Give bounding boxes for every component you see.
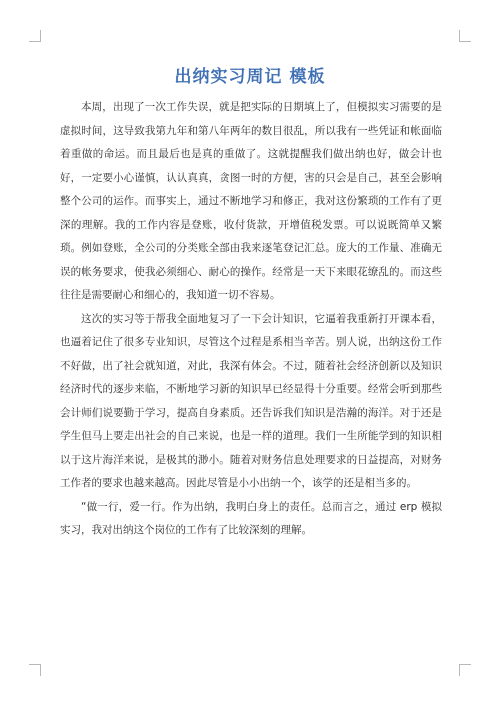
paragraph-1: 本周，出现了一次工作失误，就是把实际的日期填上了，但模拟实习需要的是虚拟时间，这导致我第九年和第八年两年的数目很乱，所以我有一些凭证和帐面临着重做的命运。而且最后也是真的重做了。这就提醒我们做出纳也好，做会计也好，一定要小心谨慎，认认真真，贪图一时的方便，害的只会是自己，甚至会影响整个公司的运作。而事实上，通过不断地学习和修正，我对这份繁琐的工作有了更深的理解。我的工作内容是登账，收付货款，开增值税发票。可以说既简单又繁琐。例如登账，全公司的分类账全部由我来逐笔登记汇总。庞大的工作量、准确无误的帐务要求，使我必须细心、耐心的操作。经常是一天下来眼花缭乱的。而这些往往是需要耐心和细心的，我知道一切不容易。: [60, 101, 442, 301]
document-body: [60, 96, 442, 543]
page-corner-mark-top-left: [29, 30, 41, 42]
page-corner-mark-top-right: [459, 30, 471, 42]
paragraph-3: “做一行，爱一行。作为出纳，我明白身上的责任。总而言之，通过 erp 模拟实习，我对出纳这个岗位的工作有了比较深刻的理解。: [60, 500, 442, 536]
page-corner-mark-bottom-left: [29, 664, 41, 676]
paragraph-2: 这次的实习等于帮我全面地复习了一下会计知识，它逼着我重新打开课本看，也逼着记住了很多专业知识，尽管这个过程是系相当辛苦。别人说，出纳这份工作不好做，出了社会就知道，对此，我深有体会。不过，随着社会经济创新以及知识经济时代的逐步来临，不断地学习新的知识早已经显得十分重要。经常会听到那些会计师们说要勤于学习，提高自身素质。还告诉我们知识是浩瀚的海洋。对于还是学生但马上要走出社会的自己来说，也是一样的道理。我们一生所能学到的知识相以于这片海洋来说，是极其的渺小。随着对财务信息处理要求的日益提高，对财务工作者的要求也越来越高。因此尽管是小小出纳一个，该学的还是相当多的。: [60, 312, 442, 489]
page-corner-mark-bottom-right: [459, 664, 471, 676]
document-title: 出纳实习周记 模板: [174, 67, 326, 87]
